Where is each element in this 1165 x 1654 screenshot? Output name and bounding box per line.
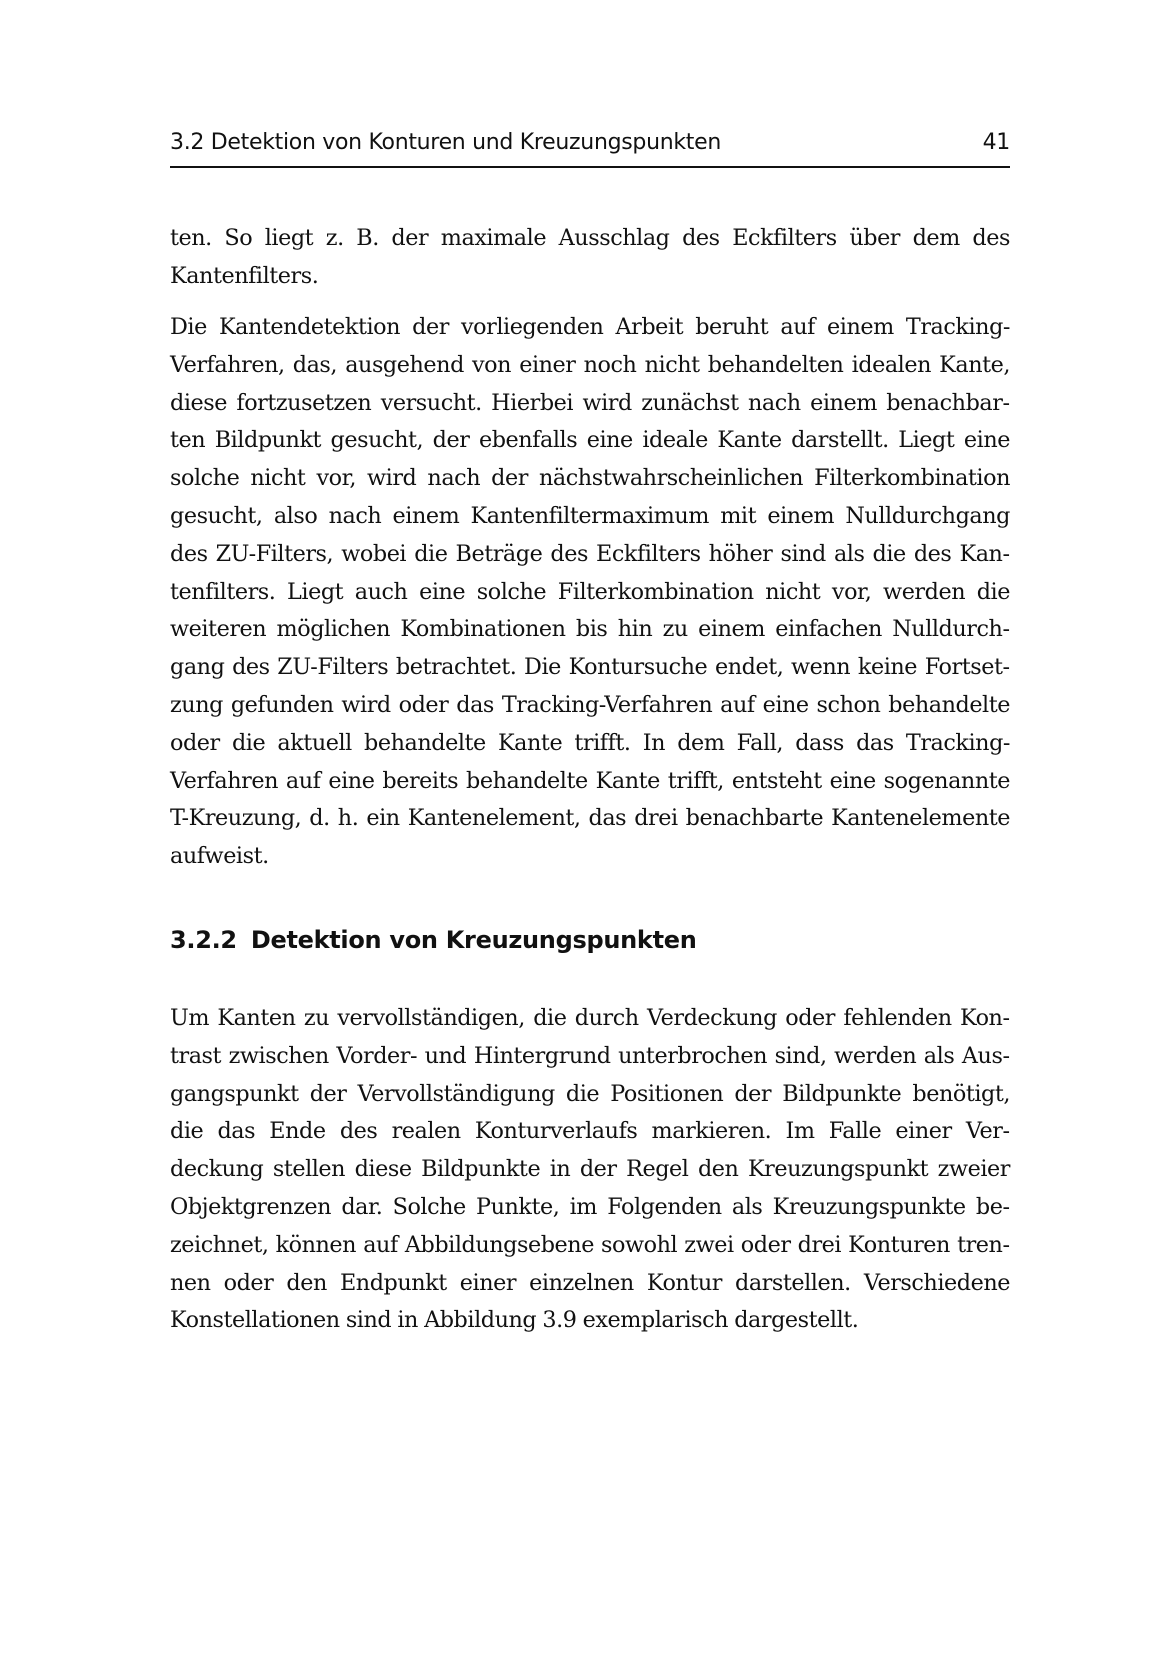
page-number: 41 — [982, 130, 1010, 155]
paragraph-continuation: ten. So liegt z. B. der maximale Ausschlag des Eckfilters über dem des Kantenfilters. — [170, 225, 1010, 289]
paragraph-crossing-points: Um Kanten zu vervollständigen, die durch Verdeckung oder fehlenden Kontrast zwischen Vorder- und Hintergrund unterbrochen sind, werden als Ausgangspunkt der Vervollständigung die Positionen der Bildpunkte benötigt, die das Ende des realen Konturverlaufs markieren. Im Falle einer Verdeckung stellen diese Bildpunkte in der Regel den Kreuzungspunkt zweier Objektgrenzen dar. Solche Punkte, im Folgenden als Kreuzungspunkte bezeichnet, können auf Abbildungsebene sowohl zwei oder drei Konturen trennen oder den Endpunkt einer einzelnen Kontur darstellen. Verschiedene Konstellationen sind in Abbildung 3.9 exemplarisch dargestellt. — [170, 1005, 1010, 1334]
section-number: 3.2.2 — [170, 926, 237, 954]
section-title: Detektion von Kreuzungspunkten — [250, 926, 697, 954]
paragraph-edge-detection: Die Kantendetektion der vorliegenden Arbeit beruht auf einem Tracking-Verfahren, das, ausgehend von einer noch nicht behandelten idealen Kante, diese fortzusetzen versucht. Hierbei wird zunächst nach einem benachbarten Bildpunkt gesucht, der ebenfalls eine ideale Kante darstellt. Liegt eine solche nicht vor, wird nach der nächstwahrscheinlichen Filterkombination gesucht, also nach einem Kantenfiltermaximum mit einem Nulldurchgang des ZU-Filters, wobei die Beträge des Eckfilters höher sind als die des Kantenfilters. Liegt auch eine solche Filterkombination nicht vor, werden die weiteren möglichen Kombinationen bis hin zu einem einfachen Nulldurchgang des ZU-Filters betrachtet. Die Kontursuche endet, wenn keine Fortsetzung gefunden wird oder das Tracking-Verfahren auf eine schon behandelte oder die aktuell behandelte Kante trifft. In dem Fall, dass das Tracking-Verfahren auf eine bereits behandelte Kante trifft, entsteht eine sogenannte T-Kreuzung, d. h. ein Kantenelement, das drei benachbarte Kantenelemente aufweist. — [170, 314, 1010, 870]
running-header — [170, 128, 1010, 168]
section-heading — [170, 926, 697, 954]
running-title: 3.2 Detektion von Konturen und Kreuzungspunkten — [170, 130, 722, 155]
